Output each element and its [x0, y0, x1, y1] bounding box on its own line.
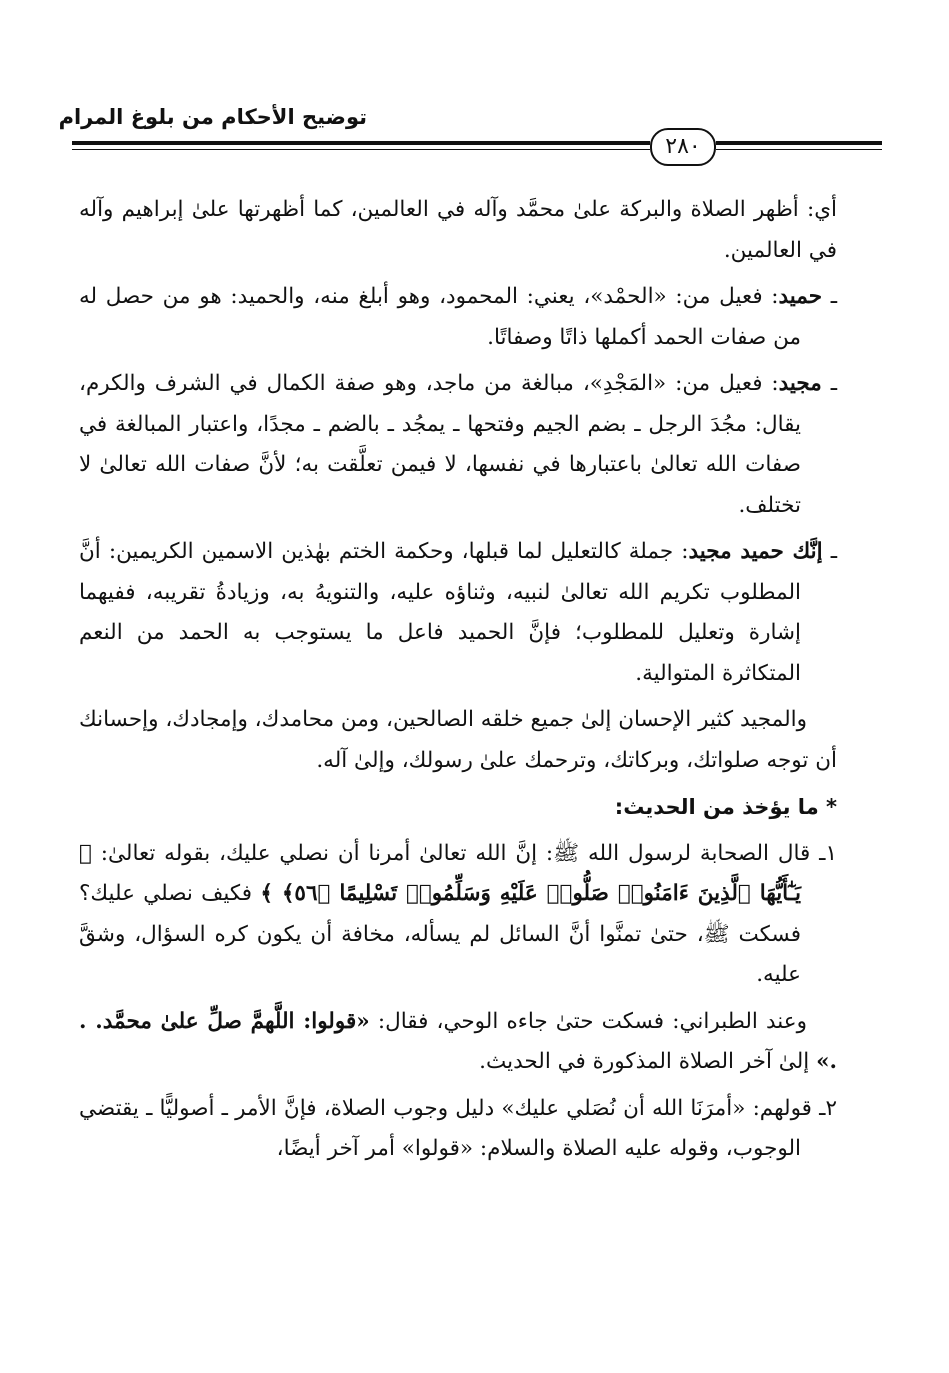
paragraph-majid-meaning [79, 700, 837, 781]
header-rule-thick-right [716, 141, 882, 145]
header-rule-thin-right [716, 149, 882, 150]
list-dash: ـ [821, 371, 837, 396]
header-rule-thick-left [72, 141, 650, 145]
page-body [79, 190, 837, 1176]
paragraph-text: أي: أظهر الصلاة والبركة علىٰ محمَّد وآله في العالمين، كما أظهرتها علىٰ إبراهيم وآله في العالمين. [79, 197, 837, 263]
paragraph-text: : فعيل من: «الحمْد»، يعني: المحمود، وهو أبلغ منه، والحميد: هو من حصل له من صفات الحمد أكملها ذاتًا وصفاتًا. [79, 284, 801, 350]
header-rule-thin-left [72, 149, 650, 150]
paragraph-text: فكيف نصلي عليك؟ فسكت ﷺ، حتىٰ تمنَّوا أنَّ السائل لم يسأله، مخافة أن يكون كره السؤال، وشقَّ عليه. [79, 881, 801, 987]
paragraph-innaka [79, 532, 837, 694]
term-hamid: حميد [778, 284, 823, 309]
paragraph-text: ١ـ قال الصحابة لرسول الله ﷺ: إنَّ الله تعالىٰ أمرنا أن نصلي عليك، بقوله تعالىٰ: [91, 840, 837, 866]
paragraph-text: : جملة كالتعليل لما قبلها، وحكمة الختم بهٰذين الاسمين الكريمين: أنَّ المطلوب تكريم الله تعالىٰ لنبيه، وثناؤه عليه، والتنويهُ به، وزيادةُ تقريبه، ففيهما إشارة وتعليل للمطلوب؛ فإنَّ الحميد فاعل ما يستوجب به الحمد من النعم المتكاثرة المتوالية. [79, 539, 801, 686]
paragraph-text: : فعيل من: «المَجْدِ»، مبالغة من ماجد، وهو صفة الكمال في الشرف والكرم، يقال: مجُدَ الرجل ـ بضم الجيم وفتحها ـ يمجُد ـ بالضم ـ مجدًا، واعتبار المبالغة في صفات الله تعالىٰ باعتبارها في نفسها، لا فيمن تعلَّقت به؛ لأنَّ صفات الله تعالىٰ لا تختلف. [79, 371, 801, 518]
term-majid: مجيد [778, 371, 822, 396]
point-1-tabarani [79, 1002, 837, 1083]
paragraph-majid [79, 364, 837, 526]
paragraph-text: ٢ـ قولهم: «أمرَنَا الله أن نُصَلي عليك» دليل وجوب الصلاة، فإنَّ الأمر ـ أصوليًّا ـ يقتضي الوجوب، وقوله عليه الصلاة والسلام: «قولوا» أمر آخر أيضًا، [79, 1095, 837, 1161]
point-1 [79, 834, 837, 996]
term-innaka-hamid-majid: إنَّك حميد مجيد [688, 539, 823, 564]
quran-verse: ﴿ يَـٰٓأَيُّهَا ٱلَّذِينَ ءَامَنُوا۟ صَلُّوا۟ عَلَيْهِ وَسَلِّمُوا۟ تَسْلِيمًا ﴿٥٦﴾ ﴾ [79, 840, 802, 906]
list-dash: ـ [822, 284, 837, 309]
quoted-prayer: «قولوا: اللَّهمَّ صلِّ علىٰ محمَّد. . .» [79, 1008, 837, 1074]
paragraph-text: وعند الطبراني: فسكت حتىٰ جاءه الوحي، فقال: [369, 1008, 807, 1034]
paragraph-text: إلىٰ آخر الصلاة المذكورة في الحديث. [479, 1049, 817, 1074]
point-2 [79, 1089, 837, 1170]
page-number: ٢٨٠ [650, 128, 716, 166]
running-header-title: توضيح الأحكام من بلوغ المرام [58, 105, 367, 129]
paragraph-hamid [79, 277, 837, 358]
paragraph-text: والمجيد كثير الإحسان إلىٰ جميع خلقه الصالحين، ومن محامدك، وإمجادك، وإحسانك أن توجه صلواتك، وبركاتك، وترحمك علىٰ رسولك، وإلىٰ آله. [79, 707, 837, 773]
list-dash: ـ [822, 539, 837, 564]
paragraph-explanation [79, 190, 837, 271]
section-heading: * ما يؤخذ من الحديث: [614, 795, 837, 819]
